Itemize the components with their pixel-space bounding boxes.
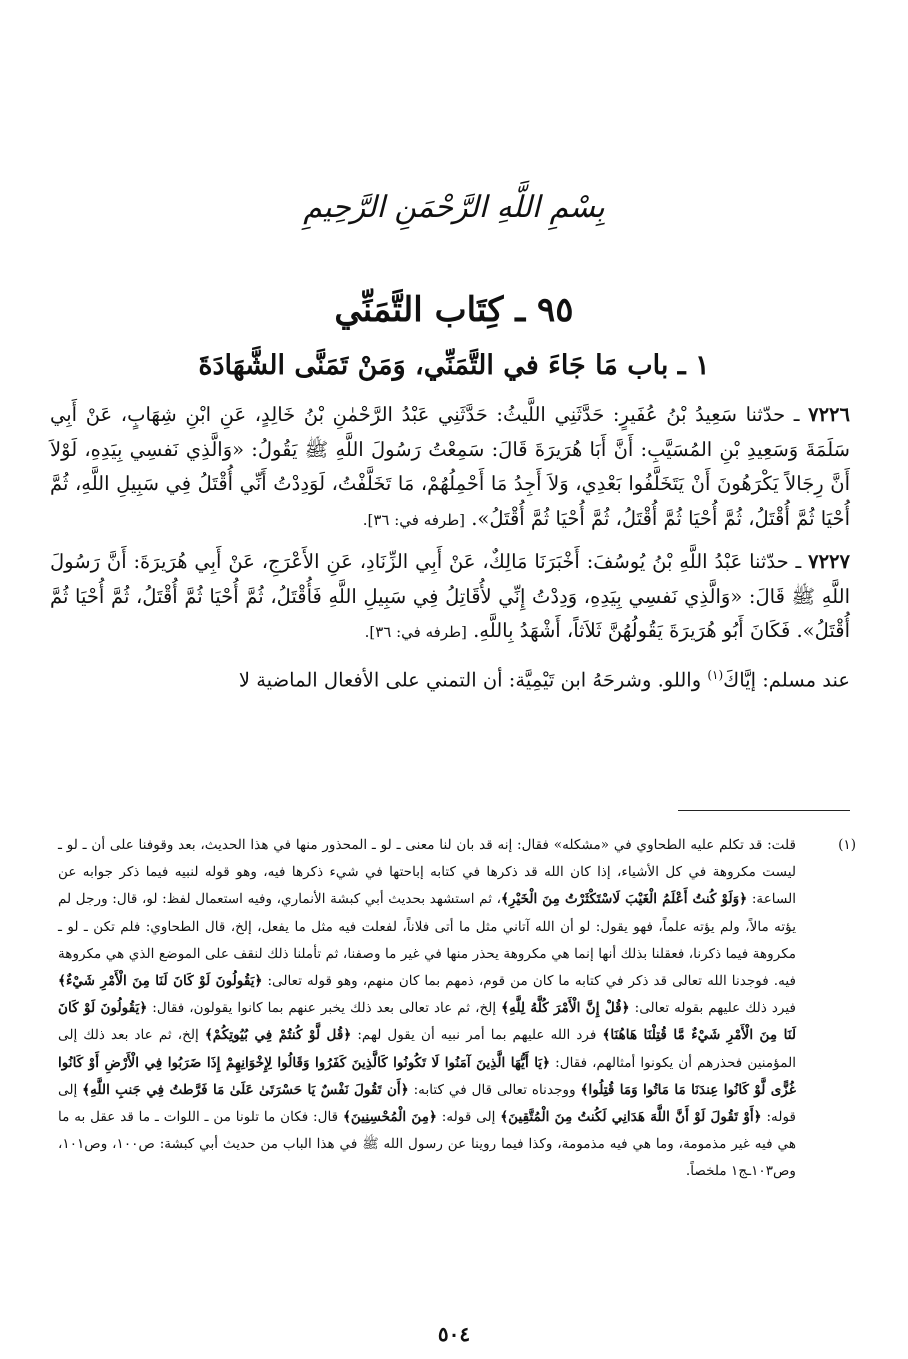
commentary-text-start: عند مسلم: إيَّاكَ [723,668,850,691]
hadith-7226 [50,398,850,537]
footnote-part: قال: فكان ما تلونا من ـ اللوات ـ ما قد عقل به ما هي فيه غير مذمومة، وما هي فيه مذمومة، وكذا فيما روينا عن رسول الله ﷺ في هذا الباب من حديث أبي كبشة: ص١٠٠، وص١٠١، وص١٠٣ـج١ ملخصاً. [58,1109,796,1180]
quran-verse: ﴿يَقُولُونَ لَوْ كَانَ لَنَا مِنَ الْأَمْرِ شَيْءٌ﴾ [58,973,263,990]
commentary-line [50,658,850,698]
chapter-title: ١ ـ باب مَا جَاءَ في التَّمَنِّي، وَمَنْ تَمَنَّى الشَّهَادَةَ [198,350,710,381]
hadith-7227 [50,545,850,650]
footnote-part: فرد الله عليهم بما أمر نبيه أن يقول لهم: [351,1027,603,1044]
footnote-divider [678,810,850,811]
hadith-number: ٧٢٢٦ [808,403,850,426]
footnote-part: إلى قوله: [58,1081,797,1126]
book-title: ٩٥ ـ كِتَاب التَّمَنِّي [334,290,574,330]
commentary-text-end: واللو. وشرحَهُ ابن تَيْمِيَّة: أن التمني على الأفعال الماضية لا [238,668,708,691]
footnote-part: إلخ، ثم عاد تعالى بعد ذلك يخبر عنهم بما كانوا يقولون، فقال: [147,1000,502,1017]
hadith-reference: [طرفه في: ٣٦]. [362,510,465,529]
main-text [50,398,850,706]
quran-verse: ﴿أَوْ تَقُولَ لَوْ أَنَّ اللَّهَ هَدَانِي لَكُنتُ مِنَ الْمُتَّقِينَ﴾ [500,1109,762,1126]
footnote-part: إلخ، ثم عاد بعد ذلك إلى المؤمنين فحذرهم أن يكونوا أمثالهم، فقال: [58,1027,796,1071]
quran-verse: ﴿يَا أَيُّهَا الَّذِينَ آمَنُوا لَا تَكُونُوا كَالَّذِينَ كَفَرُوا وَقَالُوا لِإِخْوَانِهِمْ إِذَا ضَرَبُوا فِي الْأَرْضِ أَوْ كَانُوا غُزًّى لَّوْ كَانُوا عِندَنَا مَا مَاتُوا وَمَا قُتِلُوا﴾ [58,1054,796,1098]
quran-verse: ﴿قُل لَّوْ كُنتُمْ فِي بُيُوتِكُمْ﴾ [204,1027,352,1044]
hadith-number: ٧٢٢٧ [808,550,850,573]
quran-verse: ﴿يَقُولُونَ لَوْ كَانَ لَنَا مِنَ الْأَمْرِ شَيْءٌ مَّا قُتِلْنَا هَاهُنَا﴾ [58,1000,796,1044]
footnote-part: ووجدناه تعالى قال في كتابه: [408,1081,581,1098]
quran-verse: ﴿مِنَ الْمُحْسِنِينَ﴾ [342,1109,437,1126]
footnote-part: إلى قوله: [436,1109,501,1126]
quran-verse: ﴿وَلَوْ كُنتُ أَعْلَمُ الْغَيْبَ لَاسْتَكْثَرْتُ مِنَ الْخَيْرِ﴾ [501,891,748,908]
footnote-part: قلت: قد تكلم عليه الطحاوي في «مشكله» فقال: إنه قد بان لنا معنى ـ لو ـ المحذور منها في هذا الحديث، بعد وقوفنا على أن ـ لو ـ ليست مكروهة في كل الأشياء، إذا كان الله قد ذكرها في كتابه إباحتها في شيء ذكرها فيه، وهو قوله لنبيه فيما ذكر جوابه عن الساعة: [58,837,796,908]
hadith-text: ـ حدّثنا سَعِيدُ بْنُ عُفَيرٍ: حَدَّثَنِي اللَّيثُ: حَدَّثَنِي عَبْدُ الرَّحْمٰنِ بْنُ خَالِدٍ، عَنِ ابْنِ شِهَابٍ، عَنْ أَبِي سَلَمَةَ وَسَعِيدِ بْنِ المُسَيَّبِ: أَنَّ أَبَا هُرَيرَةَ قَالَ: سَمِعْتُ رَسُولَ اللَّهِ ﷺ يَقُولُ: «وَالَّذِي نَفسِي بِيَدِهِ، لَوْلاَ أَنَّ رِجَالاً يَكْرَهُونَ أَنْ يَتَخَلَّفُوا بَعْدِي، وَلاَ أَجِدُ مَا أَحْمِلُهُمْ، مَا تَخَلَّفْتُ، لَوَدِدْتُ أَنِّي أُقْتَلُ فِي سَبِيلِ اللَّهِ، ثُمَّ أُحْيَا ثُمَّ أُقْتَلُ، ثُمَّ أُحْيَا ثُمَّ أُقْتَلُ، ثُمَّ أُحْيَا ثُمَّ أُقْتَلُ». [50,403,850,530]
footnote-number: (١) [838,837,856,853]
footnote-text [58,832,848,1186]
hadith-reference: [طرفه في: ٣٦]. [364,623,467,641]
footnote-part: فيرد ذلك عليهم بقوله تعالى: [629,1000,796,1017]
page-number: ٥٠٤ [437,1322,471,1346]
quran-verse: ﴿قُلْ إِنَّ الْأَمْرَ كُلَّهُ لِلَّهِ﴾ [501,1000,630,1017]
footnote-part: ، ثم استشهد بحديث أبي كبشة الأنماري، وفيه استعمال لفظ: لو، قال: ورجل لم يؤته مالاً، ولم يؤته علماً، فهو يقول: لو أن الله آتاني مثل ما أتى فلاناً، لفعلت فيه مثل ما يفعل، إلخ، قال الطحاوي: فلم تكن ـ لو ـ مكروهة فيما ذكرنا، فعقلنا بذلك أنها إنما هي مكروهة يحذر منها في غير ما وصفنا، ثم تأملنا ذلك لنقف على الموضع الذي هي مكروهة فيه. فوجدنا الله تعالى قد ذكر في كتابه ما كان من قوم، ذمهم بما كان منهم، وهو قوله تعالى: [58,891,797,990]
hadith-text: ـ حدّثنا عَبْدُ اللَّهِ بْنُ يُوسُفَ: أَخْبَرَنَا مَالِكٌ، عَنْ أَبِي الزِّنَادِ، عَنِ الأَعْرَجِ، عَنْ أَبِي هُرَيرَةَ: أَنَّ رَسُولَ اللَّهِ ﷺ قَالَ: «وَالَّذِي نَفسِي بِيَدِهِ، وَدِدْتُ إِنِّي لأُقَاتِلُ فِي سَبِيلِ اللَّهِ فَأُقْتَلُ، ثُمَّ أُحْيَا ثُمَّ أُقْتَلُ، ثُمَّ أُحْيَا ثُمَّ أُقْتَلُ». فَكَانَ أَبُو هُرَيرَةَ يَقُولُهُنَّ ثَلاَثاً، أَشْهَدُ بِاللَّهِ. [50,550,850,642]
basmala: بِسْمِ اللَّهِ الرَّحْمَنِ الرَّحِيمِ [303,190,605,225]
quran-verse: ﴿أَن تَقُولَ نَفْسٌ يَا حَسْرَتَىٰ عَلَىٰ مَا فَرَّطتُ فِي جَنبِ اللَّهِ﴾ [82,1081,409,1098]
footnote [58,832,856,1186]
footnote-marker: (١) [707,667,724,682]
